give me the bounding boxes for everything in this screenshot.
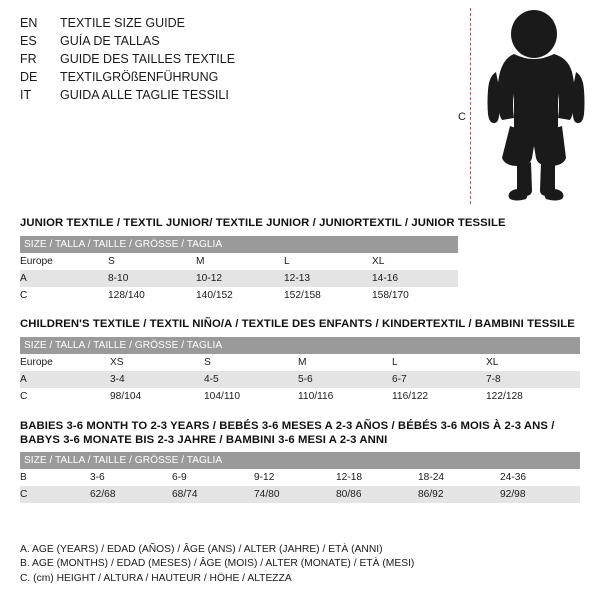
row-value: 12-13: [284, 270, 372, 287]
legend-line-a: A. AGE (YEARS) / EDAD (AÑOS) / ÂGE (ANS) / ALTER (JAHRE) / ETÀ (ANNI): [20, 543, 383, 555]
legend-line-b: B. AGE (MONTHS) / EDAD (MESES) / ÂGE (MOIS) / ALTER (MONATE) / ETÀ (MESI): [20, 558, 415, 569]
row-value: L: [284, 253, 372, 270]
legend-block: [20, 543, 414, 587]
table-header-label: SIZE / TALLA / TAILLE / GRÖSSE / TAGLIA: [20, 236, 458, 253]
language-title: GUIDE DES TAILLES TEXTILE: [60, 52, 236, 66]
table-row: [20, 388, 580, 405]
section-title-children: CHILDREN'S TEXTILE / TEXTIL NIÑO/A / TEXTILE DES ENFANTS / KINDERTEXTIL / BAMBINI TESSILE: [20, 318, 575, 330]
height-figure: [440, 6, 590, 206]
table-row: [20, 253, 458, 270]
section-title-babies-line2: BABYS 3-6 MONATE BIS 2-3 JAHRE / BAMBINI 3-6 MESI A 2-3 ANNI: [20, 434, 388, 446]
language-code: ES: [20, 34, 37, 48]
row-value: 110/116: [298, 388, 392, 405]
height-dashed-line: [470, 8, 471, 204]
table-row: [20, 371, 580, 388]
row-value: 74/80: [254, 486, 336, 503]
table-row: [20, 354, 580, 371]
row-value: 68/74: [172, 486, 254, 503]
row-value: XL: [486, 354, 580, 371]
junior-size-table: [20, 236, 458, 304]
children-size-table: [20, 337, 580, 405]
table-header-row: [20, 452, 580, 469]
language-code: DE: [20, 70, 38, 84]
language-row: [20, 68, 440, 86]
row-value: 7-8: [486, 371, 580, 388]
language-code: FR: [20, 52, 37, 66]
row-value: 116/122: [392, 388, 486, 405]
language-row: [20, 50, 440, 68]
row-value: S: [108, 253, 196, 270]
section-title-babies-line1: BABIES 3-6 MONTH TO 2-3 YEARS / BEBÉS 3-6 MESES A 2-3 AÑOS / BÉBÉS 3-6 MOIS À 2-3 ANS /: [20, 420, 555, 432]
section-title-junior: JUNIOR TEXTILE / TEXTIL JUNIOR/ TEXTILE JUNIOR / JUNIORTEXTIL / JUNIOR TESSILE: [20, 217, 506, 229]
language-title: GUIDA ALLE TAGLIE TESSILI: [60, 88, 229, 102]
row-value: 158/170: [372, 287, 458, 304]
height-measure-label: C: [458, 111, 466, 123]
language-row: [20, 86, 440, 104]
legend-line-c: C. (cm) HEIGHT / ALTURA / HAUTEUR / HÖHE / ALTEZZA: [20, 572, 292, 584]
row-value: 24-36: [500, 469, 580, 486]
row-label: C: [20, 287, 108, 304]
language-code: IT: [20, 88, 32, 102]
section-title-babies: [20, 419, 555, 447]
row-value: 92/98: [500, 486, 580, 503]
table-header-row: [20, 337, 580, 354]
row-value: L: [392, 354, 486, 371]
toddler-silhouette-icon: [484, 10, 588, 206]
row-value: XS: [110, 354, 204, 371]
row-value: 8-10: [108, 270, 196, 287]
table-row: [20, 469, 580, 486]
row-value: 104/110: [204, 388, 298, 405]
row-value: 6-7: [392, 371, 486, 388]
row-label: A: [20, 270, 108, 287]
language-title: TEXTILGRÖßENFÜHRUNG: [60, 70, 219, 84]
table-row: [20, 486, 580, 503]
row-value: 12-18: [336, 469, 418, 486]
row-label: A: [20, 371, 110, 388]
language-row: [20, 14, 440, 32]
row-value: 122/128: [486, 388, 580, 405]
row-value: 9-12: [254, 469, 336, 486]
row-value: 86/92: [418, 486, 500, 503]
language-title-block: [20, 14, 440, 104]
row-value: 62/68: [90, 486, 172, 503]
row-label: Europe: [20, 253, 108, 270]
row-value: XL: [372, 253, 458, 270]
table-row: [20, 287, 458, 304]
language-row: [20, 32, 440, 50]
row-value: 80/86: [336, 486, 418, 503]
row-value: S: [204, 354, 298, 371]
row-value: 6-9: [172, 469, 254, 486]
row-value: M: [298, 354, 392, 371]
row-label: B: [20, 469, 90, 486]
table-header-row: [20, 236, 458, 253]
row-value: 18-24: [418, 469, 500, 486]
row-value: 3-6: [90, 469, 172, 486]
row-value: 5-6: [298, 371, 392, 388]
language-code: EN: [20, 16, 38, 30]
language-title: TEXTILE SIZE GUIDE: [60, 16, 186, 30]
row-value: 128/140: [108, 287, 196, 304]
row-label: Europe: [20, 354, 110, 371]
language-title: GUÍA DE TALLAS: [60, 34, 160, 48]
row-value: 10-12: [196, 270, 284, 287]
row-value: 140/152: [196, 287, 284, 304]
row-value: 3-4: [110, 371, 204, 388]
row-value: M: [196, 253, 284, 270]
table-header-label: SIZE / TALLA / TAILLE / GRÖSSE / TAGLIA: [20, 337, 580, 354]
row-value: 14-16: [372, 270, 458, 287]
row-value: 152/158: [284, 287, 372, 304]
table-row: [20, 270, 458, 287]
row-label: C: [20, 486, 90, 503]
row-label: C: [20, 388, 110, 405]
table-header-label: SIZE / TALLA / TAILLE / GRÖSSE / TAGLIA: [20, 452, 580, 469]
babies-size-table: [20, 452, 580, 503]
row-value: 4-5: [204, 371, 298, 388]
row-value: 98/104: [110, 388, 204, 405]
